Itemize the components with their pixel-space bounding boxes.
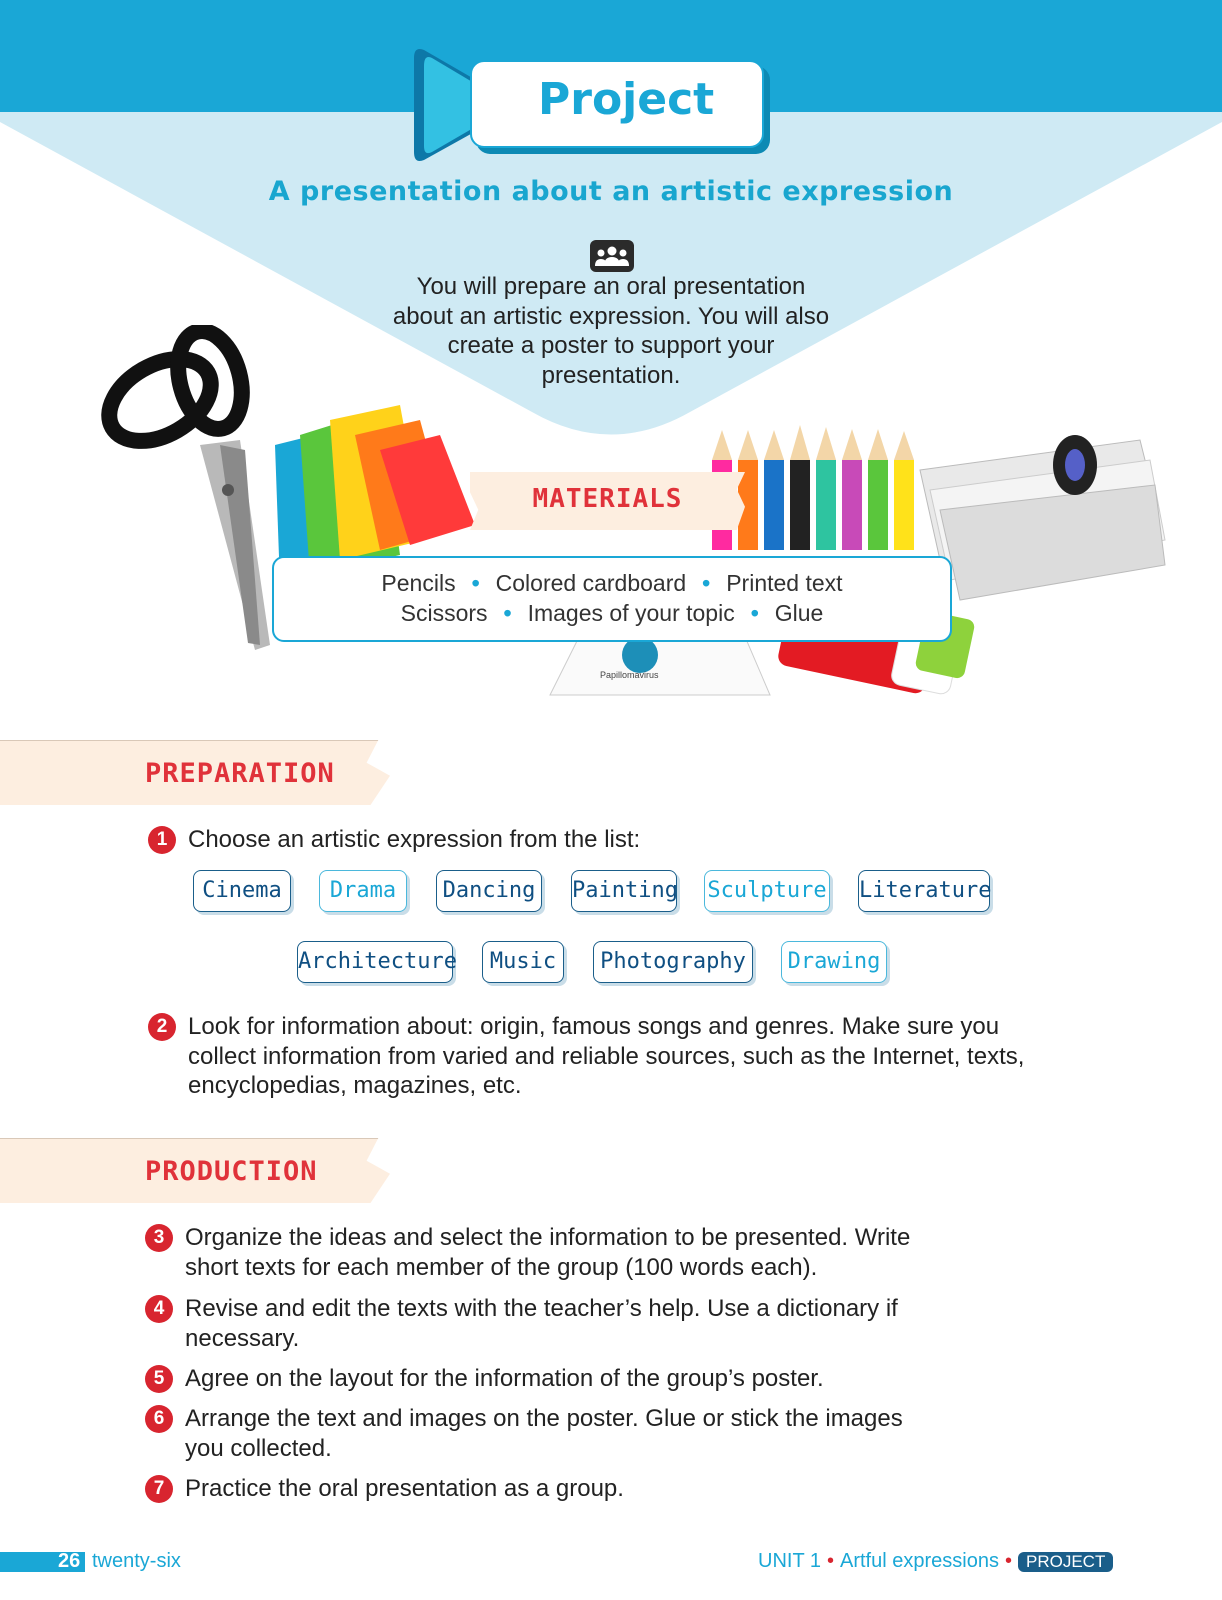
step-1-text: Choose an artistic expression from the list: xyxy=(188,826,641,853)
materials-heading: MATERIALS xyxy=(532,484,683,514)
step-number-1: 1 xyxy=(148,826,176,854)
footer-section-badge: PROJECT xyxy=(1018,1552,1113,1572)
step-number-3: 3 xyxy=(145,1224,173,1252)
option-sculpture: Sculpture xyxy=(704,870,830,912)
materials-list-box xyxy=(272,556,952,642)
card-label-papillomavirus: Papillomavirus xyxy=(600,670,659,680)
option-architecture: Architecture xyxy=(297,941,453,983)
material-glue: Glue xyxy=(774,600,824,626)
step-number-7: 7 xyxy=(145,1475,173,1503)
bullet: • xyxy=(471,570,480,596)
group-icon xyxy=(590,240,634,272)
page-number: 26 xyxy=(58,1550,81,1572)
project-intro: You will prepare an oral presentation about an artistic expression. You will also create a poster to support your presentation. xyxy=(392,273,830,389)
page-title: Project xyxy=(538,74,715,125)
step-number-4: 4 xyxy=(145,1295,173,1323)
step-6-text: Arrange the text and images on the poster. Glue or stick the images you collected. xyxy=(185,1405,903,1462)
option-photography: Photography xyxy=(593,941,753,983)
production-heading: PRODUCTION xyxy=(145,1156,318,1187)
option-literature: Literature xyxy=(858,870,990,912)
material-scissors: Scissors xyxy=(400,600,488,626)
project-title-box xyxy=(470,60,764,148)
footer-unit-info xyxy=(758,1550,1113,1573)
materials-row-2 xyxy=(274,600,950,627)
step-number-2: 2 xyxy=(148,1013,176,1041)
scissors-image xyxy=(95,325,270,650)
step-number-5: 5 xyxy=(145,1365,173,1393)
material-images: Images of your topic xyxy=(527,600,735,626)
material-colored-cardboard: Colored cardboard xyxy=(495,570,687,596)
material-pencils: Pencils xyxy=(381,570,456,596)
option-drama: Drama xyxy=(319,870,407,912)
step-4-text: Revise and edit the texts with the teacher’s help. Use a dictionary if necessary. xyxy=(185,1295,898,1352)
bullet: • xyxy=(503,600,512,626)
step-number-6: 6 xyxy=(145,1405,173,1433)
step-7-text: Practice the oral presentation as a group. xyxy=(185,1475,624,1502)
footer-unit: UNIT 1 xyxy=(758,1550,821,1572)
bullet: • xyxy=(750,600,759,626)
materials-row-1 xyxy=(274,570,950,597)
option-cinema: Cinema xyxy=(193,870,291,912)
page-number-words: twenty-six xyxy=(92,1550,181,1572)
option-drawing: Drawing xyxy=(781,941,887,983)
project-subtitle: A presentation about an artistic expression xyxy=(268,176,954,207)
material-printed-text: Printed text xyxy=(726,570,843,596)
preparation-heading: PREPARATION xyxy=(145,758,335,789)
bullet: • xyxy=(702,570,711,596)
option-music: Music xyxy=(482,941,564,983)
footer-unit-title: Artful expressions xyxy=(840,1550,999,1572)
bullet: • xyxy=(1004,1550,1012,1572)
option-painting: Painting xyxy=(571,870,677,912)
step-2-text: Look for information about: origin, famous songs and genres. Make sure you collect information from varied and reliable sources, such as the Internet, texts, encyclopedias, magazines, etc. xyxy=(188,1013,1025,1099)
step-5-text: Agree on the layout for the information of the group’s poster. xyxy=(185,1365,824,1392)
bullet: • xyxy=(826,1550,834,1572)
option-dancing: Dancing xyxy=(436,870,542,912)
step-3-text: Organize the ideas and select the information to be presented. Write short texts for each member of the group (100 words each). xyxy=(185,1224,911,1281)
magazines-image xyxy=(920,435,1165,600)
